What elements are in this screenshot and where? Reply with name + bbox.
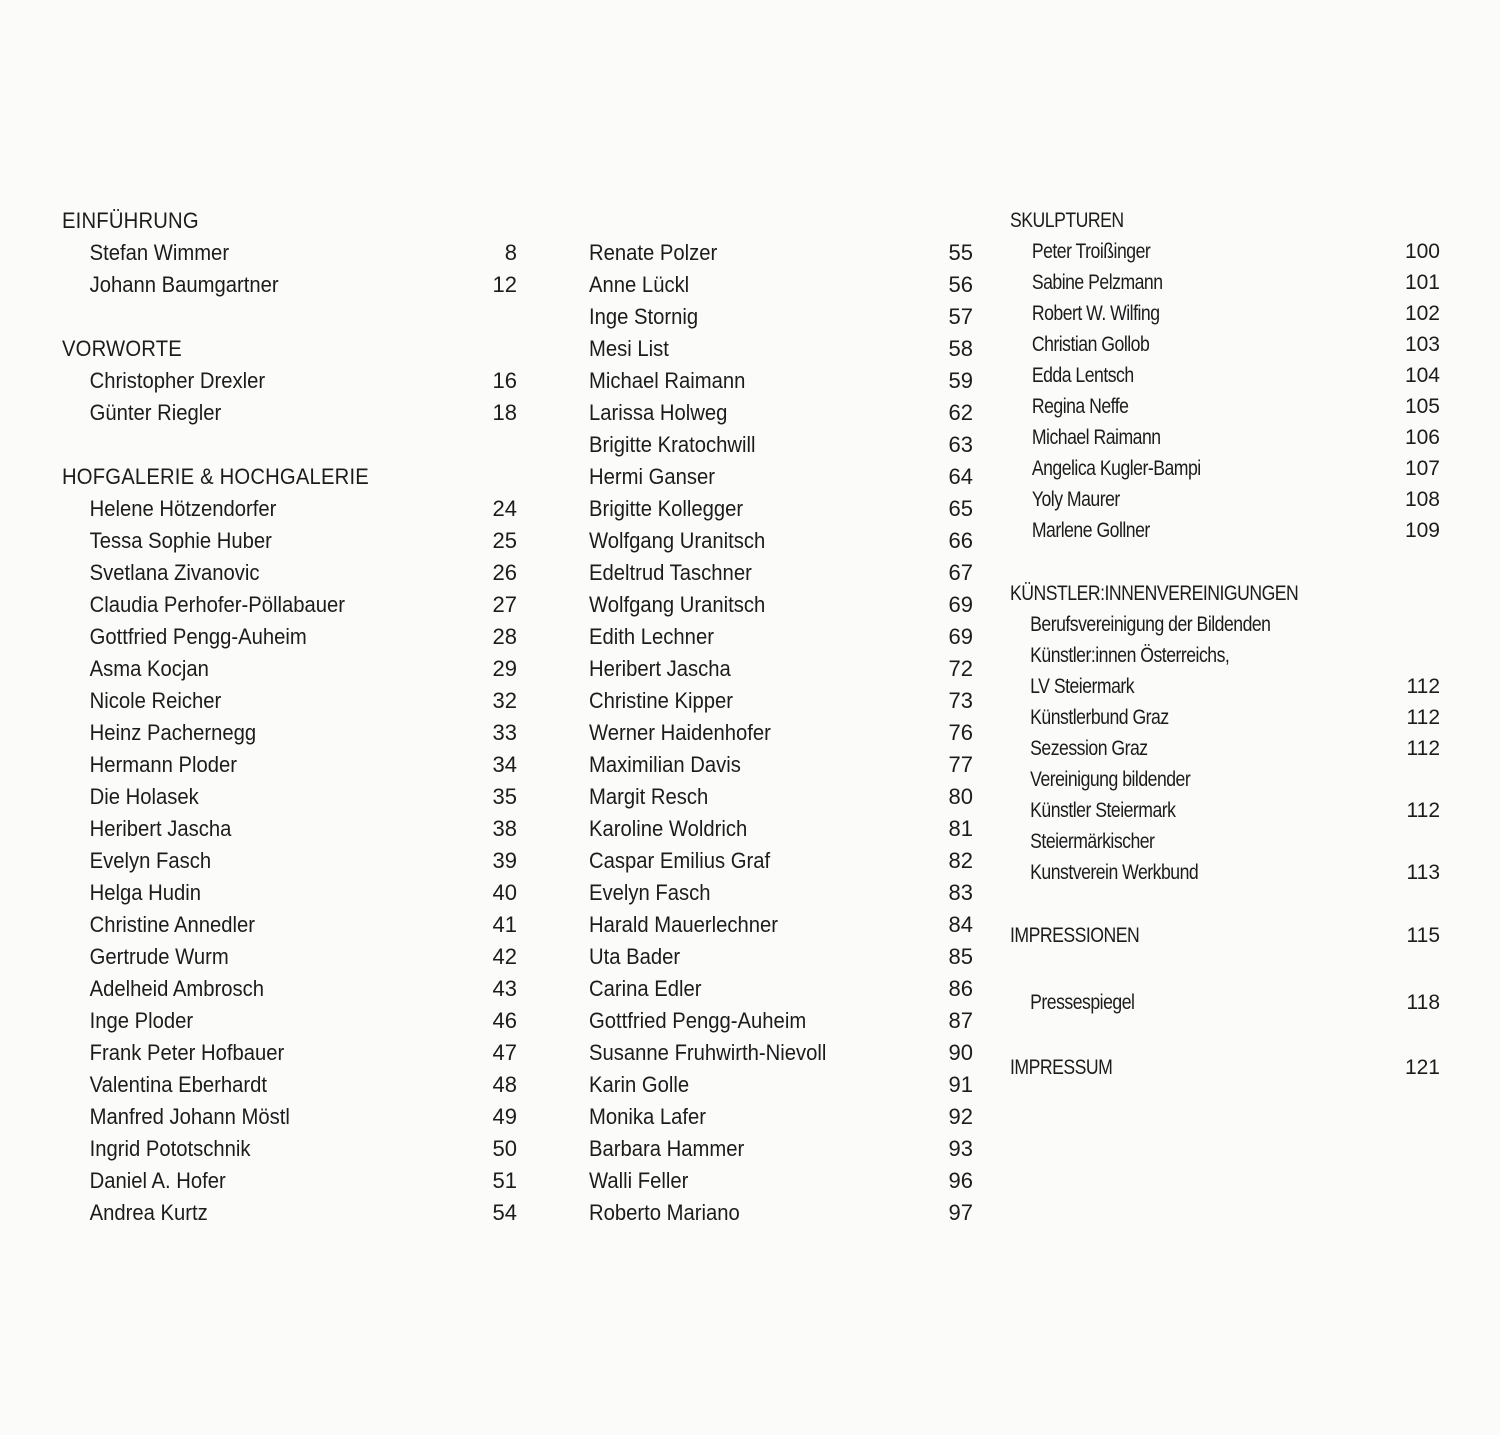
- toc-column-2: [578, 205, 973, 1229]
- entry-name: Künstler:innen Österreichs,: [1030, 644, 1230, 667]
- toc-entry: [578, 1005, 973, 1037]
- entry-name: Gottfried Pengg-Auheim: [589, 1008, 807, 1033]
- entry-page: 55: [948, 240, 973, 265]
- toc-entry: [62, 941, 517, 973]
- entry-page: 76: [948, 720, 973, 745]
- spacer: [1010, 951, 1440, 987]
- entry-name: Sabine Pelzmann: [1031, 271, 1163, 294]
- entry-name: Christine Annedler: [89, 912, 255, 937]
- toc-entry: [1010, 484, 1440, 515]
- entry-page: 103: [1404, 333, 1440, 356]
- entry-page: 25: [492, 528, 517, 553]
- toc-entry: [62, 717, 517, 749]
- toc-entry: [62, 781, 517, 813]
- toc-entry: [578, 365, 973, 397]
- entry-page: 26: [492, 560, 517, 585]
- entry-name: Inge Stornig: [589, 304, 699, 329]
- section-heading: IMPRESSUM: [1010, 1056, 1113, 1079]
- entry-name: Carina Edler: [589, 976, 702, 1001]
- entry-page: 66: [948, 528, 973, 553]
- entry-page: 96: [948, 1168, 973, 1193]
- entry-name: Wolfgang Uranitsch: [589, 528, 766, 553]
- toc-entry: [1010, 702, 1440, 733]
- entry-name: Tessa Sophie Huber: [89, 528, 272, 553]
- entry-name: Renate Polzer: [589, 240, 718, 265]
- entry-page: 109: [1404, 519, 1440, 542]
- entry-page: 121: [1404, 1056, 1440, 1079]
- entry-page: 35: [492, 784, 517, 809]
- toc-entry: [62, 397, 517, 429]
- entry-name: Gertrude Wurm: [89, 944, 229, 969]
- entry-page: 77: [948, 752, 973, 777]
- toc-entry: [578, 397, 973, 429]
- entry-page: 8: [504, 240, 517, 265]
- toc-entry: [1010, 360, 1440, 391]
- entry-page: 112: [1406, 737, 1440, 760]
- toc-column-3: [1010, 205, 1440, 1083]
- entry-page: 72: [948, 656, 973, 681]
- entry-name: Gottfried Pengg-Auheim: [89, 624, 307, 649]
- toc-entry: [62, 877, 517, 909]
- entry-name: Ingrid Pototschnik: [89, 1136, 251, 1161]
- entry-page: 97: [948, 1200, 973, 1225]
- toc-entry: [1010, 422, 1440, 453]
- toc-entry: [62, 1037, 517, 1069]
- entry-page: 84: [948, 912, 973, 937]
- entry-page: 69: [948, 592, 973, 617]
- toc-entry: [578, 1037, 973, 1069]
- entry-name: Monika Lafer: [589, 1104, 707, 1129]
- toc-entry: [62, 365, 517, 397]
- entry-page: 112: [1406, 675, 1440, 698]
- toc-entry: [62, 237, 517, 269]
- entry-page: 58: [948, 336, 973, 361]
- entry-page: 27: [492, 592, 517, 617]
- toc-entry: [62, 813, 517, 845]
- entry-name: Roberto Mariano: [589, 1200, 740, 1225]
- entry-name: Anne Lückl: [589, 272, 690, 297]
- entry-page: 100: [1404, 240, 1440, 263]
- toc-entry: [578, 1197, 973, 1229]
- entry-name: Christian Gollob: [1031, 333, 1150, 356]
- toc-entry: [62, 493, 517, 525]
- toc-column-1: [62, 205, 517, 1229]
- spacer: [1010, 888, 1440, 920]
- entry-name: Günter Riegler: [89, 400, 222, 425]
- entry-name: Künstlerbund Graz: [1030, 706, 1169, 729]
- toc-entry: [62, 1197, 517, 1229]
- toc-entry: [1010, 640, 1440, 671]
- toc-entry: [578, 717, 973, 749]
- entry-page: 43: [492, 976, 517, 1001]
- entry-name: Brigitte Kratochwill: [589, 432, 756, 457]
- entry-name: Mesi List: [589, 336, 669, 361]
- entry-page: 93: [948, 1136, 973, 1161]
- toc-entry: [578, 877, 973, 909]
- entry-page: 54: [492, 1200, 517, 1225]
- spacer: [62, 301, 517, 333]
- entry-name: Evelyn Fasch: [589, 880, 711, 905]
- entry-page: 63: [948, 432, 973, 457]
- entry-name: Caspar Emilius Graf: [589, 848, 771, 873]
- entry-name: Wolfgang Uranitsch: [589, 592, 766, 617]
- entry-name: Susanne Fruhwirth-Nievoll: [589, 1040, 827, 1065]
- toc-entry: [62, 1101, 517, 1133]
- spacer: [62, 429, 517, 461]
- entry-name: Pressespiegel: [1030, 991, 1135, 1014]
- section-heading-impressum: [1010, 1052, 1440, 1083]
- entry-page: 104: [1404, 364, 1440, 387]
- toc-entry: [62, 653, 517, 685]
- entry-name: Johann Baumgartner: [89, 272, 279, 297]
- entry-page: 46: [492, 1008, 517, 1033]
- entry-name: Helga Hudin: [89, 880, 201, 905]
- entry-page: 32: [492, 688, 517, 713]
- entry-page: 16: [492, 368, 517, 393]
- entry-name: Svetlana Zivanovic: [89, 560, 260, 585]
- entry-page: 41: [492, 912, 517, 937]
- toc-entry: [578, 1101, 973, 1133]
- entry-name: Werner Haidenhofer: [589, 720, 771, 745]
- entry-name: Uta Bader: [589, 944, 681, 969]
- toc-entry: [62, 1165, 517, 1197]
- entry-page: 62: [948, 400, 973, 425]
- toc-entry: [1010, 298, 1440, 329]
- toc-entry: [1010, 987, 1440, 1018]
- toc-entry: [578, 909, 973, 941]
- toc-entry: [62, 749, 517, 781]
- entry-page: 56: [948, 272, 973, 297]
- toc-entry: [62, 909, 517, 941]
- entry-page: 112: [1406, 799, 1440, 822]
- entry-name: Künstler Steiermark: [1030, 799, 1176, 822]
- toc-entry: [578, 749, 973, 781]
- toc-entry: [1010, 236, 1440, 267]
- entry-name: Berufsvereinigung der Bildenden: [1030, 613, 1271, 636]
- toc-entry: [578, 237, 973, 269]
- entry-page: 50: [492, 1136, 517, 1161]
- toc-entry: [578, 333, 973, 365]
- entry-name: Karin Golle: [589, 1072, 690, 1097]
- entry-name: Hermi Ganser: [589, 464, 716, 489]
- entry-page: 18: [492, 400, 517, 425]
- entry-name: Heinz Pachernegg: [89, 720, 257, 745]
- spacer: [578, 205, 973, 237]
- entry-name: Maximilian Davis: [589, 752, 741, 777]
- toc-entry: [1010, 267, 1440, 298]
- entry-page: 92: [948, 1104, 973, 1129]
- entry-page: 86: [948, 976, 973, 1001]
- entry-name: Karoline Woldrich: [589, 816, 748, 841]
- entry-page: 38: [492, 816, 517, 841]
- entry-page: 64: [948, 464, 973, 489]
- toc-entry: [1010, 857, 1440, 888]
- entry-name: Heribert Jascha: [89, 816, 232, 841]
- toc-entry: [578, 461, 973, 493]
- entry-name: Robert W. Wilfing: [1031, 302, 1160, 325]
- toc-entry: [578, 1133, 973, 1165]
- toc-entry: [1010, 795, 1440, 826]
- entry-name: Frank Peter Hofbauer: [89, 1040, 285, 1065]
- entry-name: Edeltrud Taschner: [589, 560, 752, 585]
- toc-entry: [62, 973, 517, 1005]
- entry-page: 48: [492, 1072, 517, 1097]
- spacer: [1010, 546, 1440, 578]
- entry-page: 67: [948, 560, 973, 585]
- entry-name: Helene Hötzendorfer: [89, 496, 277, 521]
- entry-page: 12: [492, 272, 517, 297]
- entry-page: 106: [1404, 426, 1440, 449]
- toc-entry: [62, 685, 517, 717]
- entry-page: 101: [1404, 271, 1440, 294]
- toc-entry: [578, 781, 973, 813]
- entry-name: Brigitte Kollegger: [589, 496, 744, 521]
- entry-page: 47: [492, 1040, 517, 1065]
- entry-name: Steiermärkischer: [1030, 830, 1155, 853]
- entry-page: 107: [1404, 457, 1440, 480]
- section-heading: SKULPTUREN: [1010, 209, 1124, 232]
- entry-page: 83: [948, 880, 973, 905]
- toc-entry: [1010, 329, 1440, 360]
- entry-page: 49: [492, 1104, 517, 1129]
- toc-entry: [1010, 826, 1440, 857]
- toc-entry: [62, 525, 517, 557]
- section-heading-impressionen: [1010, 920, 1440, 951]
- entry-page: 105: [1404, 395, 1440, 418]
- toc-entry: [578, 429, 973, 461]
- entry-name: Yoly Maurer: [1031, 488, 1120, 511]
- toc-entry: [62, 1005, 517, 1037]
- toc-entry: [578, 653, 973, 685]
- entry-name: Vereinigung bildender: [1030, 768, 1191, 791]
- toc-entry: [1010, 733, 1440, 764]
- entry-name: Daniel A. Hofer: [89, 1168, 226, 1193]
- entry-name: Asma Kocjan: [89, 656, 209, 681]
- entry-name: Christine Kipper: [589, 688, 734, 713]
- section-heading: HOFGALERIE & HOCHGALERIE: [62, 464, 369, 489]
- toc-entry: [62, 589, 517, 621]
- entry-page: 29: [492, 656, 517, 681]
- section-heading: KÜNSTLER:INNENVEREINIGUNGEN: [1010, 582, 1299, 605]
- entry-page: 90: [948, 1040, 973, 1065]
- entry-page: 91: [948, 1072, 973, 1097]
- entry-name: Andrea Kurtz: [89, 1200, 208, 1225]
- entry-page: 113: [1406, 861, 1440, 884]
- entry-page: 85: [948, 944, 973, 969]
- toc-entry: [1010, 764, 1440, 795]
- toc-entry: [578, 1069, 973, 1101]
- toc-entry: [62, 1133, 517, 1165]
- toc-entry: [578, 589, 973, 621]
- toc-entry: [578, 813, 973, 845]
- entry-name: Marlene Gollner: [1031, 519, 1150, 542]
- toc-entry: [578, 301, 973, 333]
- entry-name: Adelheid Ambrosch: [89, 976, 264, 1001]
- entry-page: 33: [492, 720, 517, 745]
- entry-page: 81: [948, 816, 973, 841]
- entry-name: Hermann Ploder: [89, 752, 237, 777]
- entry-name: LV Steiermark: [1030, 675, 1135, 698]
- entry-page: 118: [1406, 991, 1440, 1014]
- entry-name: Valentina Eberhardt: [89, 1072, 268, 1097]
- toc-entry: [1010, 391, 1440, 422]
- entry-page: 42: [492, 944, 517, 969]
- entry-page: 34: [492, 752, 517, 777]
- entry-page: 59: [948, 368, 973, 393]
- section-heading: EINFÜHRUNG: [62, 208, 199, 233]
- toc-entry: [578, 973, 973, 1005]
- toc-entry: [578, 941, 973, 973]
- entry-name: Stefan Wimmer: [89, 240, 230, 265]
- entry-name: Kunstverein Werkbund: [1030, 861, 1199, 884]
- entry-name: Michael Raimann: [589, 368, 746, 393]
- entry-page: 69: [948, 624, 973, 649]
- entry-name: Heribert Jascha: [589, 656, 731, 681]
- entry-page: 57: [948, 304, 973, 329]
- entry-page: 80: [948, 784, 973, 809]
- entry-page: 73: [948, 688, 973, 713]
- entry-page: 112: [1406, 706, 1440, 729]
- entry-name: Christopher Drexler: [89, 368, 266, 393]
- entry-page: 39: [492, 848, 517, 873]
- entry-name: Peter Troißinger: [1031, 240, 1151, 263]
- entry-name: Walli Feller: [589, 1168, 689, 1193]
- toc-entry: [578, 269, 973, 301]
- entry-name: Evelyn Fasch: [89, 848, 212, 873]
- toc-entry: [62, 269, 517, 301]
- toc-entry: [578, 1165, 973, 1197]
- entry-page: 82: [948, 848, 973, 873]
- entry-page: 40: [492, 880, 517, 905]
- toc-entry: [1010, 671, 1440, 702]
- entry-page: 28: [492, 624, 517, 649]
- toc-entry: [578, 525, 973, 557]
- toc-entry: [1010, 609, 1440, 640]
- entry-page: 102: [1404, 302, 1440, 325]
- toc-entry: [578, 685, 973, 717]
- entry-page: 65: [948, 496, 973, 521]
- entry-page: 115: [1406, 924, 1440, 947]
- entry-name: Larissa Holweg: [589, 400, 728, 425]
- toc-entry: [578, 621, 973, 653]
- entry-page: 108: [1404, 488, 1440, 511]
- entry-name: Barbara Hammer: [589, 1136, 745, 1161]
- entry-name: Michael Raimann: [1031, 426, 1161, 449]
- entry-name: Edda Lentsch: [1031, 364, 1134, 387]
- entry-page: 51: [492, 1168, 517, 1193]
- entry-name: Claudia Perhofer-Pöllabauer: [89, 592, 346, 617]
- entry-page: 24: [492, 496, 517, 521]
- entry-name: Nicole Reicher: [89, 688, 222, 713]
- entry-name: Margit Resch: [589, 784, 709, 809]
- entry-name: Sezession Graz: [1030, 737, 1148, 760]
- entry-name: Edith Lechner: [589, 624, 714, 649]
- toc-entry: [1010, 515, 1440, 546]
- section-heading: VORWORTE: [62, 336, 182, 361]
- entry-name: Angelica Kugler-Bampi: [1031, 457, 1201, 480]
- toc-entry: [62, 845, 517, 877]
- toc-entry: [578, 557, 973, 589]
- spacer: [1010, 1018, 1440, 1052]
- entry-name: Inge Ploder: [89, 1008, 194, 1033]
- section-heading: IMPRESSIONEN: [1010, 924, 1140, 947]
- toc-entry: [62, 1069, 517, 1101]
- entry-name: Manfred Johann Möstl: [89, 1104, 290, 1129]
- entry-name: Harald Mauerlechner: [589, 912, 779, 937]
- toc-entry: [578, 845, 973, 877]
- toc-entry: [62, 557, 517, 589]
- toc-entry: [578, 493, 973, 525]
- entry-name: Die Holasek: [89, 784, 199, 809]
- toc-entry: [62, 621, 517, 653]
- entry-page: 87: [948, 1008, 973, 1033]
- entry-name: Regina Neffe: [1031, 395, 1129, 418]
- toc-entry: [1010, 453, 1440, 484]
